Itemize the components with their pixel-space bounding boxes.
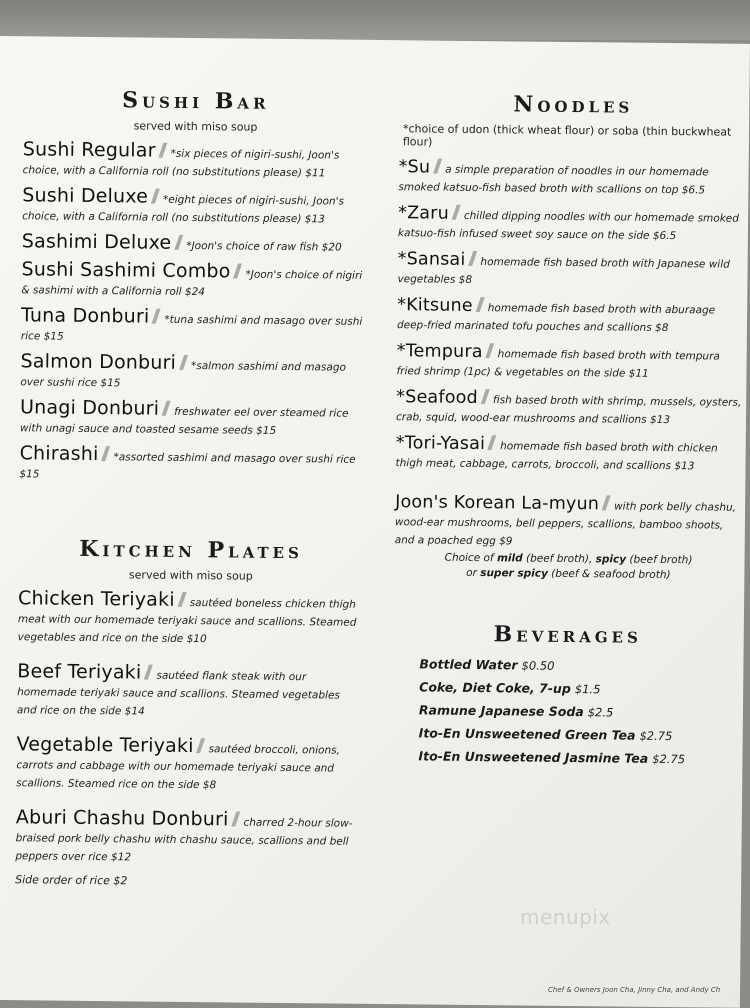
menu-item bbox=[15, 806, 361, 868]
item-description: *eight pieces of nigiri-sushi, Joon's choice, with a California roll (no substitutions please) $13 bbox=[22, 193, 345, 226]
item-name: Chicken Teriyaki bbox=[17, 587, 175, 611]
item-name: *Seafood bbox=[396, 387, 478, 409]
beverage-price: $2.75 bbox=[652, 751, 686, 767]
beverage-item bbox=[419, 679, 741, 697]
slash-divider bbox=[602, 495, 611, 510]
item-description: homemade fish based broth with aburaage deep-fried marinated tofu pouches and scallions $8 bbox=[396, 302, 716, 335]
menu-item bbox=[395, 493, 744, 552]
choice-super-spicy: super spicy bbox=[480, 567, 548, 580]
slash-divider bbox=[144, 665, 153, 680]
background-surface bbox=[0, 0, 750, 40]
choice-super-spicy-note: (beef & seafood broth) bbox=[551, 567, 671, 582]
item-description: *tuna sashimi and masago over sushi rice $15 bbox=[20, 313, 363, 343]
noodles-subtitle: *choice of udon (thick wheat flour) or soba (thin buckwheat flour) bbox=[402, 122, 732, 149]
watermark: menupix bbox=[520, 905, 611, 929]
beverage-item bbox=[418, 748, 740, 766]
menu-item bbox=[397, 250, 745, 291]
beverage-price: $2.75 bbox=[639, 728, 673, 744]
item-description: homemade fish based broth with chicken thigh meat, cabbage, carrots, broccoli, and scallions $13 bbox=[395, 440, 718, 473]
item-name: Sushi Deluxe bbox=[22, 184, 149, 208]
choice-or: or bbox=[466, 566, 477, 580]
beverage-price: $1.5 bbox=[574, 682, 601, 697]
beverages-title: Beverages bbox=[493, 621, 643, 649]
item-description: *salmon sashimi and masago over sushi rice $15 bbox=[20, 360, 347, 390]
menu-item bbox=[20, 304, 366, 348]
beverage-price: $0.50 bbox=[521, 658, 555, 673]
item-name: *Su bbox=[398, 157, 431, 178]
menu-item bbox=[398, 204, 746, 245]
item-name: Unagi Donburi bbox=[19, 396, 160, 420]
slash-divider bbox=[231, 812, 240, 827]
item-name: Vegetable Teriyaki bbox=[16, 733, 194, 758]
choice-prefix: Choice of bbox=[444, 551, 494, 565]
beverage-name: Coke, Diet Coke, 7-up bbox=[419, 679, 571, 697]
slash-divider bbox=[488, 435, 497, 450]
item-description: sautéed boneless chicken thigh meat with our homemade teriyaki sauce and scallions. Steamed vegetables and rice on the side $10 bbox=[17, 597, 357, 646]
slash-divider bbox=[451, 205, 460, 220]
beverage-name: Ito-En Unsweetened Jasmine Tea bbox=[418, 748, 649, 766]
slash-divider bbox=[158, 143, 167, 158]
slash-divider bbox=[433, 159, 442, 174]
item-description: homemade fish based broth with tempura fried shrimp (1pc) & vegetables on the side $11 bbox=[396, 348, 720, 380]
slash-divider bbox=[151, 189, 160, 204]
beverage-name: Ito-En Unsweetened Green Tea bbox=[418, 725, 636, 743]
slash-divider bbox=[179, 355, 188, 370]
menu-item bbox=[21, 258, 366, 302]
menu-item bbox=[16, 660, 363, 722]
choice-mild: mild bbox=[496, 552, 523, 565]
item-description: *six pieces of nigiri-sushi, Joon's choice, with a California roll (no substitutions please) $11 bbox=[22, 147, 340, 180]
beverage-list bbox=[418, 656, 741, 766]
slash-divider bbox=[174, 235, 183, 250]
menu-item bbox=[397, 296, 745, 337]
sushi-bar-title: Sushi Bar bbox=[122, 87, 270, 115]
menu-item bbox=[17, 587, 364, 649]
slash-divider bbox=[162, 401, 171, 416]
menu-item bbox=[21, 230, 367, 256]
item-description: charred 2-hour slow-braised pork belly chashu with chashu sauce, scallions and bell peppers over rice $12 bbox=[15, 816, 353, 864]
slash-divider bbox=[196, 738, 205, 753]
item-name: Beef Teriyaki bbox=[17, 660, 142, 684]
item-description: *assorted sashimi and masago over sushi rice $15 bbox=[19, 451, 356, 481]
item-description: with pork belly chashu, wood-ear mushrooms, bell peppers, scallions, bamboo shoots, and a poached egg $9 bbox=[394, 500, 737, 548]
beverage-item bbox=[419, 725, 741, 743]
kitchen-plates-title: Kitchen Plates bbox=[79, 535, 304, 565]
slash-divider bbox=[485, 343, 494, 358]
noodles-title: Noodles bbox=[513, 91, 634, 119]
broth-choice-note bbox=[394, 550, 742, 584]
slash-divider bbox=[468, 251, 477, 266]
choice-spicy-note: (beef broth) bbox=[629, 553, 693, 567]
item-name: *Tempura bbox=[396, 341, 483, 363]
choice-spicy: spicy bbox=[595, 553, 627, 566]
item-description: a simple preparation of noodles in our homemade smoked katsuo-fish based broth with scallions on top $6.5 bbox=[398, 163, 709, 197]
item-description: homemade fish based broth with Japanese wild vegetables $8 bbox=[397, 256, 730, 286]
item-name: *Tori-Yasai bbox=[395, 433, 486, 455]
item-name: Sushi Sashimi Combo bbox=[21, 258, 231, 283]
beverage-name: Ramune Japanese Soda bbox=[418, 702, 584, 720]
menu-item bbox=[396, 342, 744, 383]
item-description: *Joon's choice of raw fish $20 bbox=[186, 239, 342, 254]
slash-divider bbox=[152, 309, 161, 324]
item-description: fish based broth with shrimp, mussels, oysters, crab, squid, wood-ear mushrooms and scallions $13 bbox=[395, 394, 742, 427]
beverage-item bbox=[419, 656, 741, 674]
side-order-note: Side order of rice $2 bbox=[15, 873, 128, 888]
menu-item bbox=[19, 396, 365, 440]
item-description: *Joon's choice of nigiri & sashimi with a California roll $24 bbox=[21, 268, 363, 299]
menu-item bbox=[396, 388, 744, 429]
beverage-name: Bottled Water bbox=[419, 656, 518, 673]
choice-mild-note: (beef broth), bbox=[525, 552, 593, 566]
item-name: Joon's Korean La-myun bbox=[395, 492, 600, 515]
beverage-item bbox=[419, 702, 741, 720]
item-description: sautéed flank steak with our homemade teriyaki sauce and scallions. Steamed vegetables and rice on the side $14 bbox=[16, 669, 340, 718]
menu-item bbox=[16, 733, 362, 795]
item-name: Tuna Donburi bbox=[20, 304, 150, 328]
sushi-bar-subtitle: served with miso soup bbox=[133, 119, 258, 134]
owners-footer: Chef & Owners Joon Cha, Jinny Cha, and Andy Ch bbox=[548, 986, 721, 994]
menu-item bbox=[398, 158, 746, 199]
item-name: Chirashi bbox=[19, 442, 99, 466]
left-column bbox=[15, 86, 368, 890]
menu-item bbox=[22, 184, 367, 228]
slash-divider bbox=[475, 297, 484, 312]
item-name: *Sansai bbox=[397, 249, 466, 270]
item-name: *Zaru bbox=[398, 203, 450, 224]
item-description: freshwater eel over steamed rice with unagi sauce and toasted sesame seeds $15 bbox=[19, 405, 349, 437]
menu-item bbox=[22, 138, 368, 182]
item-name: Salmon Donburi bbox=[20, 350, 177, 374]
item-name: Sashimi Deluxe bbox=[21, 230, 172, 254]
menu-item bbox=[395, 434, 743, 475]
item-name: *Kitsune bbox=[397, 295, 473, 316]
item-name: Aburi Chashu Donburi bbox=[15, 806, 229, 831]
slash-divider bbox=[480, 389, 489, 404]
menu-item bbox=[20, 350, 365, 394]
menu-page bbox=[0, 36, 750, 1008]
beverage-price: $2.5 bbox=[587, 705, 614, 720]
slash-divider bbox=[177, 592, 186, 607]
kitchen-plates-subtitle: served with miso soup bbox=[128, 568, 253, 583]
menu-item bbox=[19, 442, 364, 486]
slash-divider bbox=[101, 446, 110, 461]
item-description: sautéed broccoli, onions, carrots and cabbage with our homemade teriyaki sauce and scallions. Steamed rice on the side $8 bbox=[16, 743, 341, 792]
slash-divider bbox=[233, 264, 242, 279]
right-column bbox=[392, 90, 747, 775]
item-description: chilled dipping noodles with our homemade smoked katsuo-fish infused sweet soy sauce on the side $6.5 bbox=[397, 209, 740, 243]
item-name: Sushi Regular bbox=[22, 138, 156, 162]
